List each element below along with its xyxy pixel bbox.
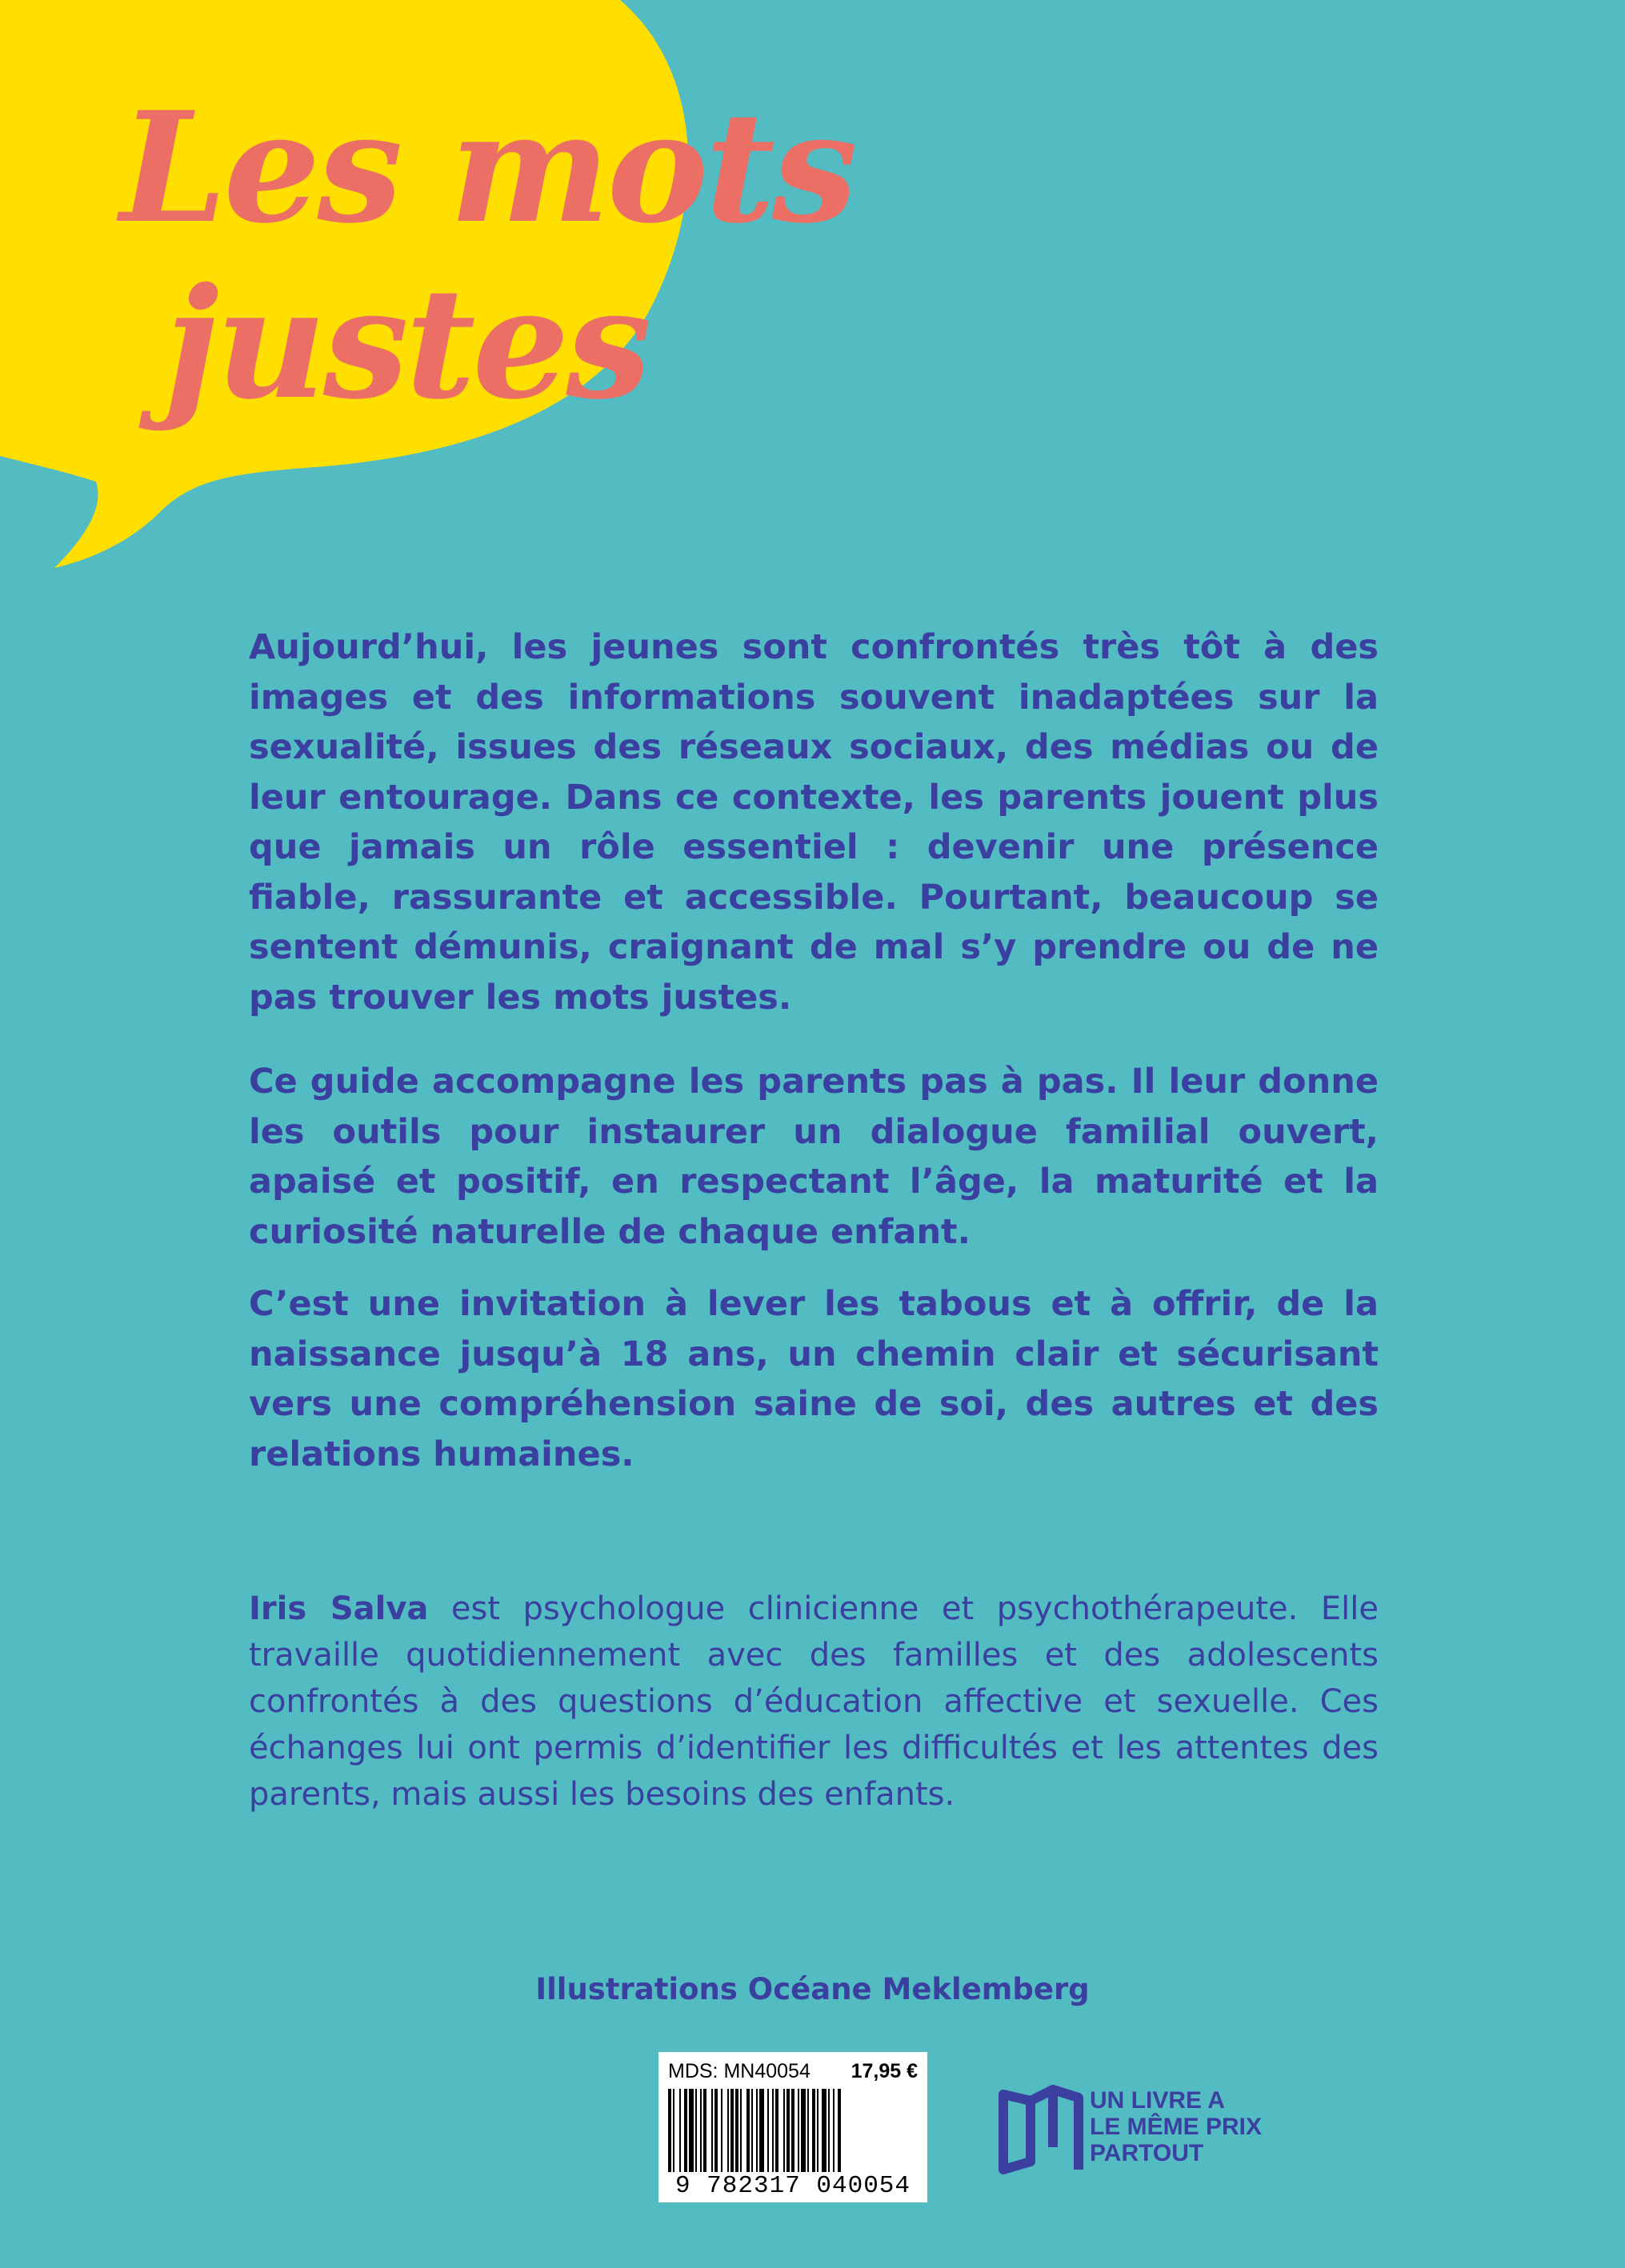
barcode-bar [703,2089,706,2172]
barcode-bar [727,2089,729,2172]
barcode-bar [673,2089,674,2172]
barcode-bar [730,2089,734,2172]
price: 17,95 € [851,2059,918,2082]
barcode-bar [740,2089,742,2172]
barcode-bar [751,2089,753,2172]
barcode-bar [833,2089,835,2172]
author-bio-text: est psychologue clinicienne et psychothérapeute. Elle travaille quotidiennement avec des familles et des adolescents confrontés à des questions d’éducation affective et sexuelle. Ces échanges lui ont permis d’identifier les difficultés et les attentes des parents, mais aussi les besoins des enfants. [249,1590,1379,1813]
barcode-bar [711,2089,713,2172]
barcode-bar [772,2089,774,2172]
barcode-sticker [658,2052,927,2202]
description-paragraph-3: C’est une invitation à lever les tabous et à offrir, de la naissance jusqu’à 18 ans, un chemin clair et sécurisant vers une compréhension saine de soi, des autres et des relations humaines. [249,1284,1379,1474]
description-paragraph-1: Aujourd’hui, les jeunes sont confrontés très tôt à des images et des informations souvent inadaptées sur la sexualité, issues des réseaux sociaux, des médias ou de leur entourage. Dans ce contexte, les parents jouent plus que jamais un rôle essentiel : devenir une présence fiable, rassurante et accessible. Pourtant, beaucoup se sentent démunis, craignant de mal s’y prendre ou de ne pas trouver les mots justes. [249,627,1379,1018]
barcode-bar [812,2089,815,2172]
description-paragraph-2: Ce guide accompagne les parents pas à pas. Il leur donne les outils pour instaurer un dialogue familial ouvert, apaisé et positif, en respectant l’âge, la maturité et la curiosité naturelle de chaque enfant. [249,1062,1379,1252]
barcode-bar [721,2089,722,2172]
slogan-line-1: UN LIVRE A [1090,2087,1225,2114]
barcode-bars [668,2089,918,2172]
barcode-bar [838,2089,841,2172]
slogan-line-2: LE MÊME PRIX [1090,2114,1263,2140]
slogan-line-3: PARTOUT [1090,2140,1204,2166]
barcode-bar [822,2089,827,2172]
book-title-line-1: Les mots [120,78,855,257]
barcode-bar [775,2089,778,2172]
barcode-bar [759,2089,764,2172]
barcode-bar [684,2089,687,2172]
barcode-bar [700,2089,702,2172]
barcode-bar [828,2089,830,2172]
book-logo-icon [997,2080,1085,2176]
barcode-bar [746,2089,750,2172]
publisher-slogan [1090,2087,1262,2166]
illustrations-credit: Illustrations Océane Meklemberg [535,1972,1090,2006]
barcode-bar [668,2089,671,2172]
barcode-bar [786,2089,790,2172]
barcode-header [668,2058,918,2084]
barcode-bar [756,2089,758,2172]
barcode-bar [817,2089,819,2172]
barcode-bar [679,2089,681,2172]
barcode-bar [798,2089,799,2172]
barcode-bar [735,2089,738,2172]
isbn-digits: 9 782317 040054 [674,2172,911,2200]
barcode-bar [689,2089,694,2172]
barcode-bar [767,2089,769,2172]
barcode-bar [807,2089,809,2172]
barcode-bar [783,2089,785,2172]
barcode-bar [714,2089,718,2172]
book-title-line-2: justes [164,254,649,433]
author-bio [249,1586,1379,1818]
barcode-bar [801,2089,806,2172]
barcode-bar [695,2089,697,2172]
author-name: Iris Salva [249,1590,429,1627]
product-code: MDS: MN40054 [668,2059,810,2082]
barcode-bar [791,2089,794,2172]
